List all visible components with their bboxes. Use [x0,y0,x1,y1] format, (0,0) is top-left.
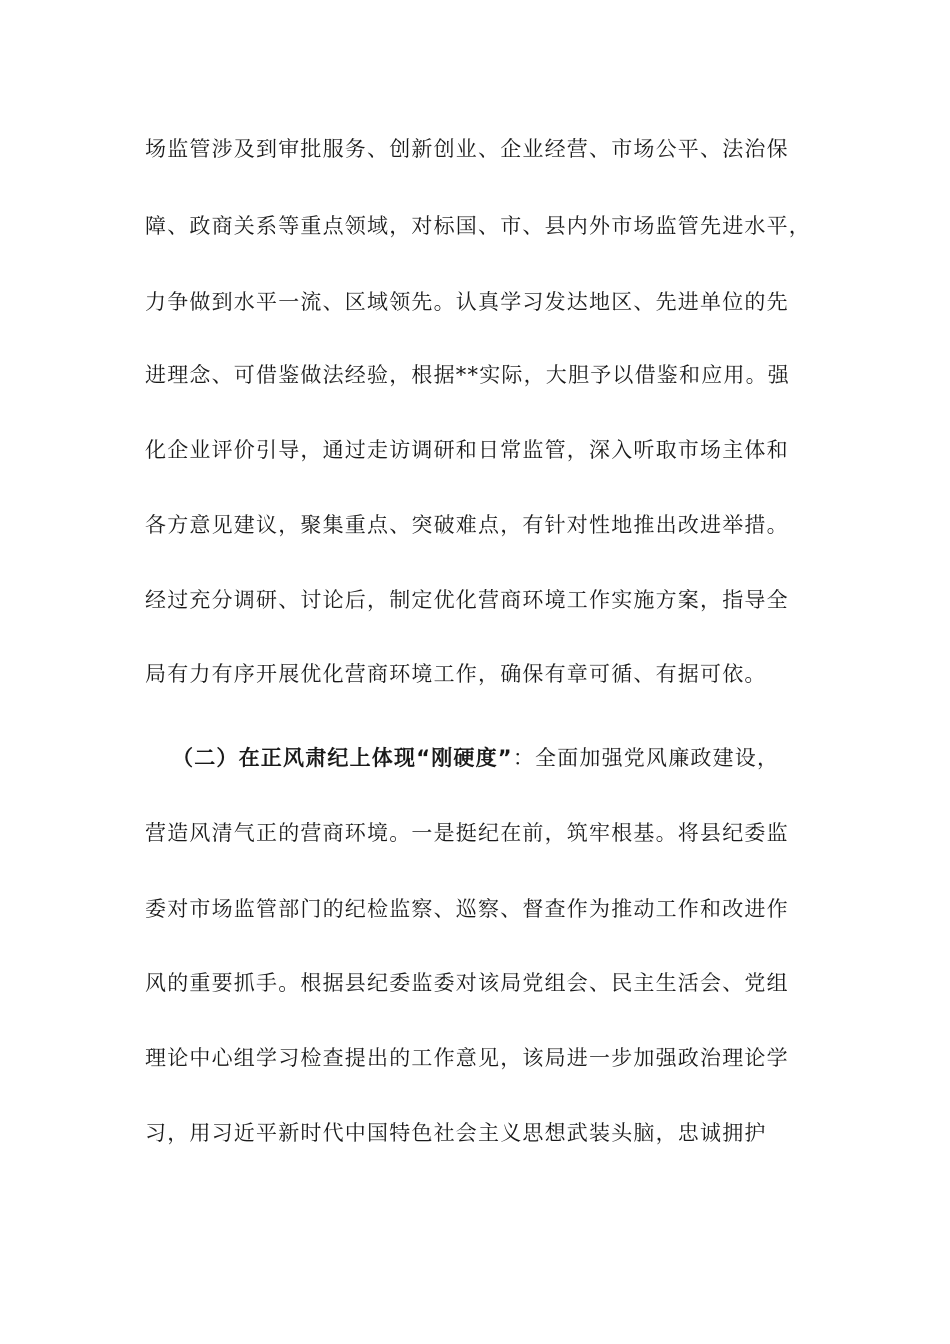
text-line: 风的重要抓手。根据县纪委监委对该局党组会、民主生活会、党组 [145,971,789,995]
section-heading: （二）在正风肃纪上体现“刚硬度” [172,746,513,770]
text-line: 力争做到水平一流、区域领先。认真学习发达地区、先进单位的先 [145,290,789,314]
section-heading-line [172,743,812,773]
text-line: 营造风清气正的营商环境。一是挺纪在前，筑牢根基。将县纪委监 [145,821,789,845]
text-line: 进理念、可借鉴做法经验，根据**实际，大胆予以借鉴和应用。强 [145,363,790,387]
text-line: 各方意见建议，聚集重点、突破难点，有针对性地推出改进举措。 [145,513,789,537]
text-line: 委对市场监管部门的纪检监察、巡察、督查作为推动工作和改进作 [145,897,789,921]
text-line: 经过充分调研、讨论后，制定优化营商环境工作实施方案，指导全 [145,588,789,612]
text-line: 局有力有序开展优化营商环境工作，确保有章可循、有据可依。 [145,662,767,686]
text-line: 障、政商关系等重点领域，对标国、市、县内外市场监管先进水平， [145,214,811,238]
text-line: 习，用习近平新时代中国特色社会主义思想武装头脑，忠诚拥护 [145,1121,767,1145]
heading-continuation: ：全面加强党风廉政建设， [512,746,780,770]
text-line: 理论中心组学习检查提出的工作意见，该局进一步加强政治理论学 [145,1046,789,1070]
text-line: 场监管涉及到审批服务、创新创业、企业经营、市场公平、法治保 [145,137,789,161]
text-line: 化企业评价引导，通过走访调研和日常监管，深入听取市场主体和 [145,438,789,462]
